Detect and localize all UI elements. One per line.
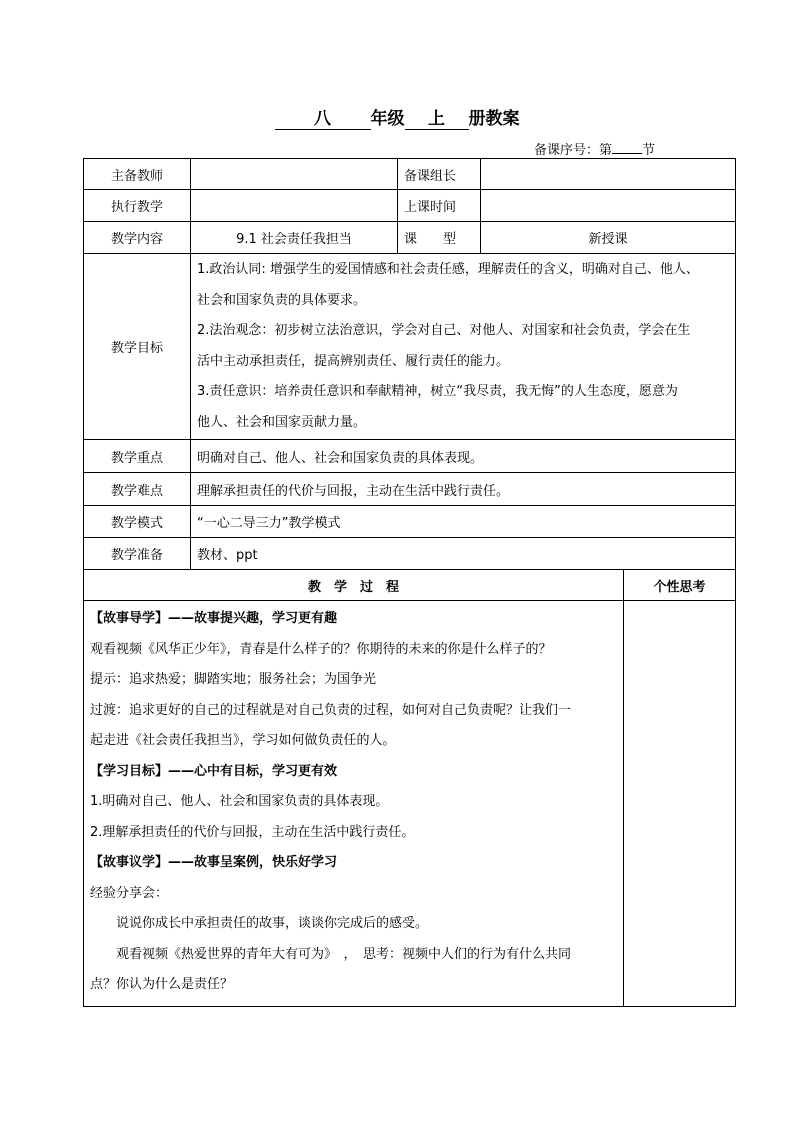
lead-teacher-label: 主备教师: [84, 159, 191, 190]
prep-row: [84, 538, 736, 570]
goal-line: 2.法治观念：初步树立法治意识，学会对自己、对他人、对国家和社会负责，学会在生: [197, 323, 691, 338]
section-heading: 【故事议学】——故事呈案例，快乐好学习: [90, 855, 338, 870]
mode-value: “一心二导三力”教学模式: [191, 506, 736, 538]
difficulties-value: 理解承担责任的代价与回报，主动在生活中践行责任。: [191, 473, 736, 506]
reflection-cell: [624, 601, 736, 1007]
process-line: 2.理解承担责任的代价与回报，主动在生活中践行责任。: [90, 824, 415, 840]
lesson-plan-table: [83, 158, 736, 1007]
process-line: 说说你成长中承担责任的故事，谈谈你完成后的感受。: [116, 916, 429, 931]
prep-value: 教材、ppt: [191, 538, 736, 570]
key-points-row: [84, 440, 736, 473]
goals-row: [84, 254, 736, 440]
process-header: 教 学 过 程: [84, 570, 624, 601]
mode-row: [84, 506, 736, 538]
term-suffix: 册教案: [468, 109, 520, 129]
process-row: [84, 601, 736, 1007]
process-line: 1.明确对自己、他人、社会和国家负责的具体表现。: [90, 794, 389, 809]
serial-suffix: 节: [642, 143, 656, 158]
section-heading: 【学习目标】——心中有目标，学习更有效: [90, 763, 338, 779]
process-line: 经验分享会：: [90, 885, 169, 901]
goals-content: [191, 254, 736, 440]
process-line: 提示：追求热爱；脚踏实地；服务社会；为国争光: [90, 672, 377, 687]
page-title: [0, 104, 794, 130]
goals-label: 教学目标: [84, 254, 191, 440]
type-value: 新授课: [481, 222, 736, 254]
lesson-serial: [534, 139, 655, 158]
mode-label: 教学模式: [84, 506, 191, 538]
difficulties-row: [84, 473, 736, 506]
prep-label: 教学准备: [84, 538, 191, 570]
class-time-label: 上课时间: [398, 190, 481, 222]
info-row-content: [84, 222, 736, 254]
goal-line: 活中主动承担责任，提高辨别责任、履行责任的能力。: [197, 353, 510, 369]
term-blank: 上: [405, 109, 469, 130]
info-row-exec: [84, 190, 736, 222]
exec-label: 执行教学: [84, 190, 191, 222]
type-label: 课 型: [398, 222, 481, 254]
grade-suffix: 年级: [370, 109, 405, 129]
process-content: [84, 601, 624, 1007]
group-leader-label: 备课组长: [398, 159, 481, 190]
grade-blank: 八: [275, 109, 371, 130]
difficulties-label: 教学难点: [84, 473, 191, 506]
key-points-label: 教学重点: [84, 440, 191, 473]
goal-line: 1.政治认同: 增强学生的爱国情感和社会责任感，理解责任的含义，明确对自己、他人、: [197, 262, 699, 277]
content-label: 教学内容: [84, 222, 191, 254]
class-time-value: [481, 190, 736, 222]
serial-prefix: 备课序号：第: [534, 143, 613, 158]
process-line: 观看视频《热爱世界的青年大有可为》 ， 思考：视频中人们的行为有什么共同: [116, 946, 572, 962]
content-value: 9.1 社会责任我担当: [191, 222, 398, 254]
info-row-teacher: [84, 159, 736, 190]
process-line: 起走进《社会责任我担当》，学习如何做负责任的人。: [90, 733, 396, 748]
process-line: 观看视频《风华正少年》，青春是什么样子的？你期待的未来的你是什么样子的？: [90, 641, 552, 657]
key-points-value: 明确对自己、他人、社会和国家负责的具体表现。: [191, 440, 736, 473]
section-heading: 【故事导学】——故事提兴趣，学习更有趣: [90, 611, 338, 626]
process-line: 点？你认为什么是责任？: [90, 977, 234, 992]
reflection-header: 个性思考: [624, 570, 736, 601]
serial-blank: [612, 153, 642, 154]
process-line: 过渡：追求更好的自己的过程就是对自己负责的过程，如何对自己负责呢？让我们一: [90, 702, 572, 718]
group-leader-value: [481, 159, 736, 190]
goal-line: 3.责任意识：培养责任意识和奉献精神，树立“我尽责，我无悔”的人生态度，愿意为: [197, 384, 678, 399]
goal-line: 他人、社会和国家贡献力量。: [197, 414, 367, 430]
exec-value: [191, 190, 398, 222]
goal-line: 社会和国家负责的具体要求。: [197, 292, 367, 308]
process-header-row: [84, 570, 736, 601]
lead-teacher-value: [191, 159, 398, 190]
